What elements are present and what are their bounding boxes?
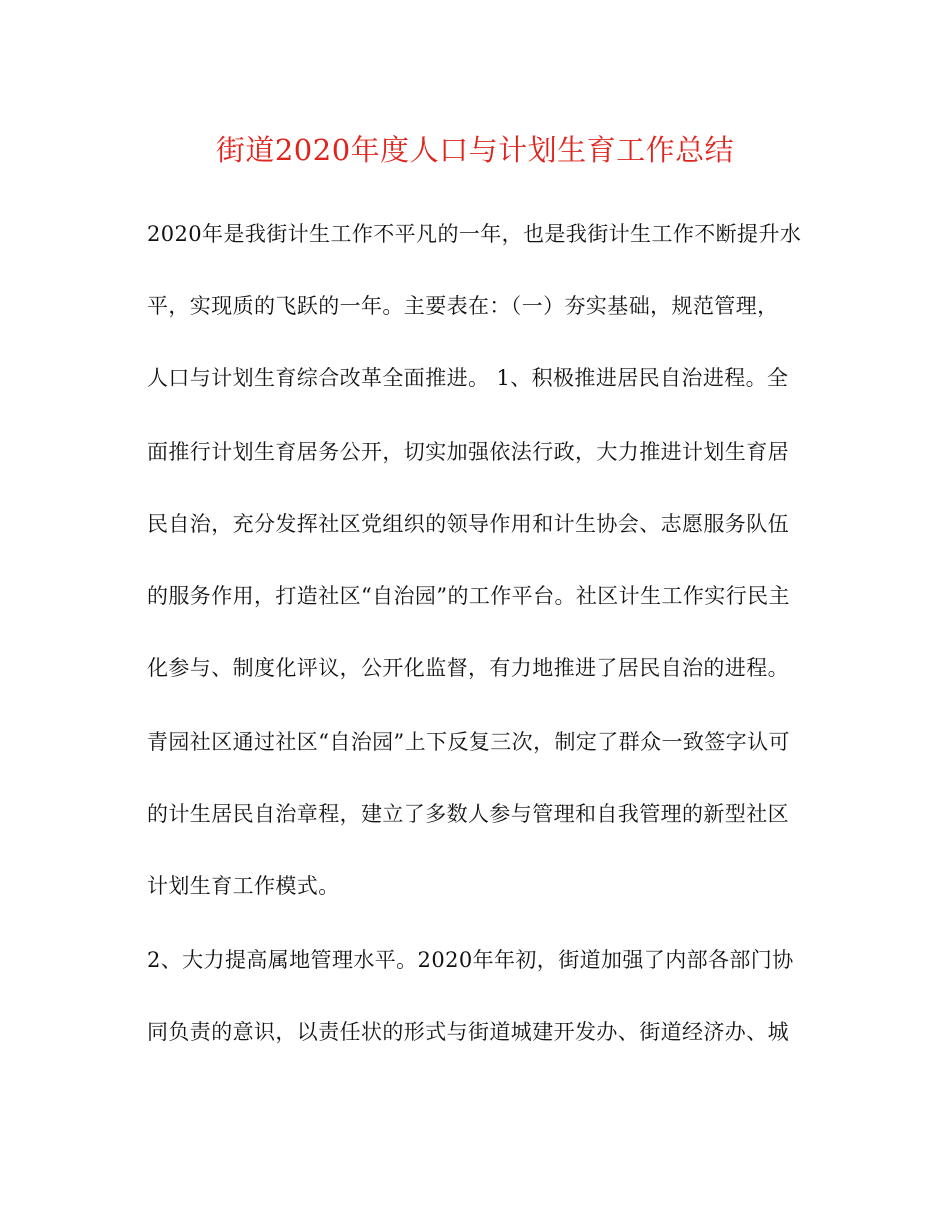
body-line-7: 化参与、制度化评议，公开化监督，有力地推进了居民自治的进程。 <box>147 656 789 680</box>
document-title: 街道2020年度人口与计划生育工作总结 <box>215 133 735 167</box>
body-line-2: 平，实现质的飞跃的一年。主要表在：（一）夯实基础，规范管理， <box>147 294 779 318</box>
body-line-5: 民自治，充分发挥社区党组织的领导作用和计生协会、志愿服务队伍 <box>147 512 789 536</box>
body-line-9: 的计生居民自治章程，建立了多数人参与管理和自我管理的新型社区 <box>147 802 789 826</box>
body-line-3: 人口与计划生育综合改革全面推进。 1、积极推进居民自治进程。全 <box>147 366 789 390</box>
body-line-11: 2、大力提高属地管理水平。2020年年初，街道加强了内部各部门协 <box>147 948 794 972</box>
body-line-12: 同负责的意识，以责任状的形式与街道城建开发办、街道经济办、城 <box>147 1020 789 1044</box>
body-line-4: 面推行计划生育居务公开，切实加强依法行政，大力推进计划生育居 <box>147 440 789 464</box>
body-line-6: 的服务作用，打造社区“自治园”的工作平台。社区计生工作实行民主 <box>147 584 790 608</box>
body-line-8: 青园社区通过社区“自治园”上下反复三次，制定了群众一致签字认可 <box>147 730 790 754</box>
body-line-10: 计划生育工作模式。 <box>147 874 340 898</box>
body-line-1: 2020年是我街计生工作不平凡的一年，也是我街计生工作不断提升水 <box>147 222 802 246</box>
